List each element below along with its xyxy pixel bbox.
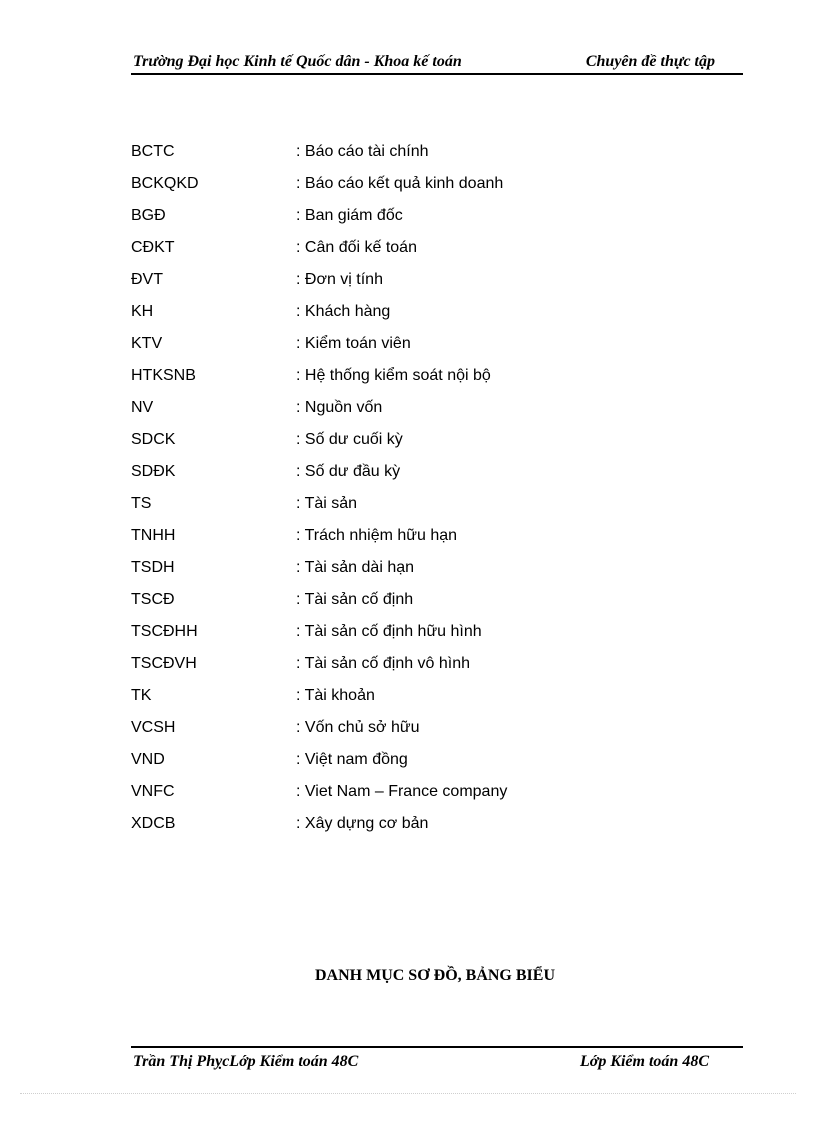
abbreviation-meaning: : Cân đối kế toán xyxy=(296,239,417,256)
section-title: DANH MỤC SƠ ĐỒ, BẢNG BIỂU xyxy=(314,967,555,984)
abbreviation-code: VND xyxy=(131,751,165,768)
abbreviation-row xyxy=(131,683,631,715)
abbreviation-meaning: : Ban giám đốc xyxy=(296,207,403,224)
abbreviation-meaning: : Tài sản cố định xyxy=(296,591,414,608)
abbreviation-row xyxy=(131,299,631,331)
abbreviation-row xyxy=(131,619,631,651)
abbreviation-code: BGĐ xyxy=(131,207,166,224)
abbreviation-meaning: : Khách hàng xyxy=(296,303,391,320)
abbreviation-row xyxy=(131,523,631,555)
header-divider xyxy=(131,73,743,75)
abbreviation-code: TNHH xyxy=(131,527,176,544)
abbreviation-code: TSDH xyxy=(131,559,175,576)
abbreviation-code: TS xyxy=(131,495,152,512)
abbreviation-meaning: : Vốn chủ sở hữu xyxy=(296,719,420,736)
abbreviation-meaning: : Báo cáo kết quả kinh doanh xyxy=(296,175,504,192)
header-school-name: Trường Đại học Kinh tế Quốc dân - Khoa kế toán xyxy=(133,53,462,70)
abbreviation-row xyxy=(131,555,631,587)
abbreviation-meaning: : Hệ thống kiểm soát nội bộ xyxy=(296,367,491,384)
footer-author: Trần Thị PhỵcLớp Kiểm toán 48C xyxy=(133,1053,359,1070)
footer-class: Lớp Kiểm toán 48C xyxy=(579,1053,709,1070)
abbreviation-code: BCKQKD xyxy=(131,175,199,192)
abbreviation-meaning: : Tài sản xyxy=(296,495,358,512)
abbreviation-row xyxy=(131,587,631,619)
abbreviation-meaning: : Trách nhiệm hữu hạn xyxy=(296,527,458,544)
abbreviation-meaning: : Xây dựng cơ bản xyxy=(296,815,429,832)
abbreviation-meaning: : Tài khoản xyxy=(296,687,375,704)
abbreviation-meaning: : Việt nam đồng xyxy=(296,751,408,768)
abbreviation-code: TSCĐVH xyxy=(131,655,197,672)
abbreviation-code: TSCĐ xyxy=(131,591,175,608)
abbreviation-row xyxy=(131,363,631,395)
abbreviation-row xyxy=(131,651,631,683)
abbreviation-meaning: : Viet Nam – France company xyxy=(296,783,508,800)
abbreviation-code: TK xyxy=(131,687,152,704)
abbreviation-row xyxy=(131,171,631,203)
abbreviation-code: HTKSNB xyxy=(131,367,196,384)
page-footer xyxy=(131,1046,743,1076)
abbreviation-code: BCTC xyxy=(131,143,175,160)
abbreviation-code: KH xyxy=(131,303,154,320)
abbreviation-row xyxy=(131,459,631,491)
abbreviation-row xyxy=(131,491,631,523)
abbreviation-meaning: : Số dư cuối kỳ xyxy=(296,431,403,448)
page-header xyxy=(131,50,743,75)
abbreviation-row xyxy=(131,139,631,171)
abbreviation-meaning: : Nguồn vốn xyxy=(296,399,383,416)
abbreviation-code: SDĐK xyxy=(131,463,176,480)
abbreviation-code: SDCK xyxy=(131,431,176,448)
abbreviation-row xyxy=(131,811,631,843)
abbreviation-row xyxy=(131,427,631,459)
abbreviation-code: XDCB xyxy=(131,815,176,832)
abbreviation-code: KTV xyxy=(131,335,163,352)
footer-divider xyxy=(131,1046,743,1048)
abbreviation-row xyxy=(131,203,631,235)
abbreviation-meaning: : Tài sản cố định vô hình xyxy=(296,655,471,672)
abbreviation-meaning: : Báo cáo tài chính xyxy=(296,143,429,160)
abbreviation-row xyxy=(131,715,631,747)
page-bottom-edge xyxy=(20,1093,796,1094)
abbreviation-row xyxy=(131,747,631,779)
abbreviation-code: VNFC xyxy=(131,783,175,800)
abbreviation-row xyxy=(131,331,631,363)
abbreviation-code: NV xyxy=(131,399,154,416)
abbreviation-code: TSCĐHH xyxy=(131,623,198,640)
header-document-type: Chuyên đề thực tập xyxy=(585,53,715,70)
abbreviation-row xyxy=(131,779,631,811)
abbreviation-meaning: : Tài sản cố định hữu hình xyxy=(296,623,482,640)
abbreviation-row xyxy=(131,395,631,427)
abbreviation-meaning: : Đơn vị tính xyxy=(296,271,383,288)
abbreviation-code: VCSH xyxy=(131,719,176,736)
abbreviation-code: ĐVT xyxy=(131,271,163,288)
abbreviation-row xyxy=(131,267,631,299)
abbreviation-meaning: : Tài sản dài hạn xyxy=(296,559,415,576)
abbreviation-meaning: : Số dư đầu kỳ xyxy=(296,463,401,480)
abbreviation-meaning: : Kiểm toán viên xyxy=(296,335,411,352)
abbreviation-list xyxy=(131,139,631,843)
abbreviation-code: CĐKT xyxy=(131,239,175,256)
abbreviation-row xyxy=(131,235,631,267)
